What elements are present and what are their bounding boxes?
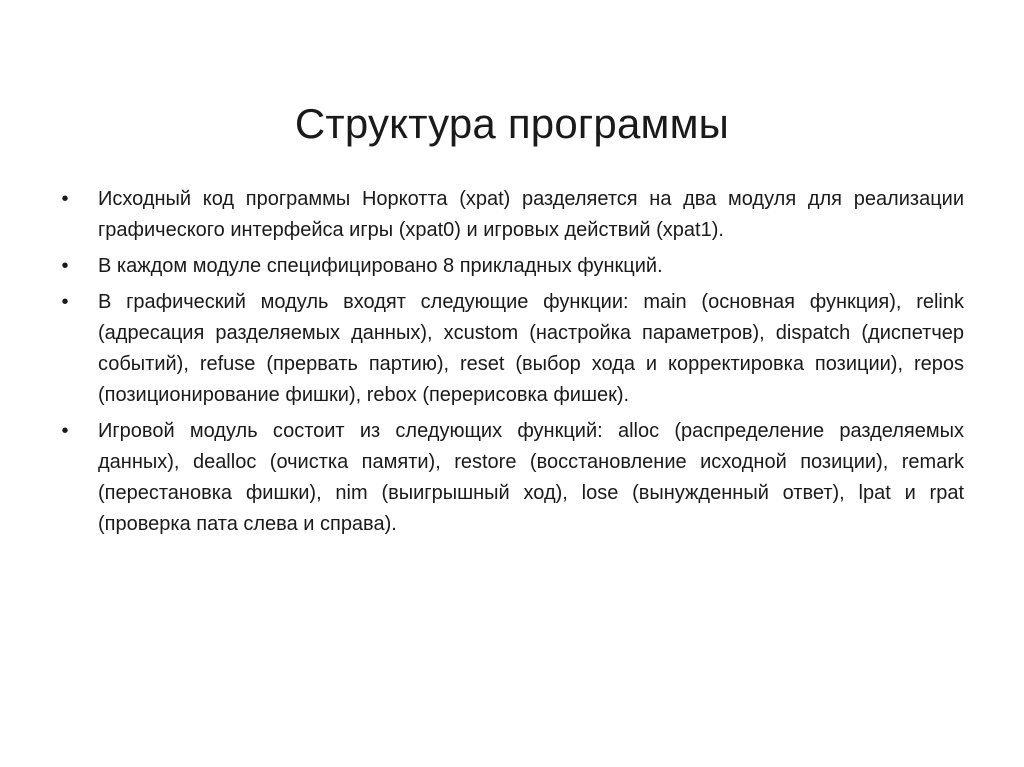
slide-title: Структура программы [294,100,730,148]
bullet-list [61,184,964,545]
bullet-text: Исходный код программы Норкотта (xpat) разделяется на два модуля для реализации графического интерфейса игры (xpat0) и игровых действий (xpat1). [98,188,964,241]
bullet-text: Игровой модуль состоит из следующих функций: alloc (распределение разделяемых данных), dealloc (очистка памяти), restore (восстановление исходной позиции), remark (перестановка фишки), nim (выигрышный ход), lose (вынужденный ответ), lpat и rpat (проверка пата слева и справа). [98,420,964,535]
bullet-dot-icon: • [61,420,69,442]
bullet-text: В каждом модуле специфицировано 8 прикладных функций. [98,255,663,277]
bullet-dot-icon: • [61,291,69,313]
bullet-text: В графический модуль входят следующие функции: main (основная функция), relink (адресация разделяемых данных), xcustom (настройка параметров), dispatch (диспетчер событий), refuse (прервать партию), reset (выбор хода и корректировка позиции), repos (позиционирование фишки), rebox (перерисовка фишек). [98,291,964,406]
bullet-item [61,184,964,246]
bullet-item [61,251,964,282]
bullet-dot-icon: • [61,255,69,277]
bullet-item [61,287,964,411]
bullet-dot-icon: • [61,188,69,210]
bullet-item [61,416,964,540]
